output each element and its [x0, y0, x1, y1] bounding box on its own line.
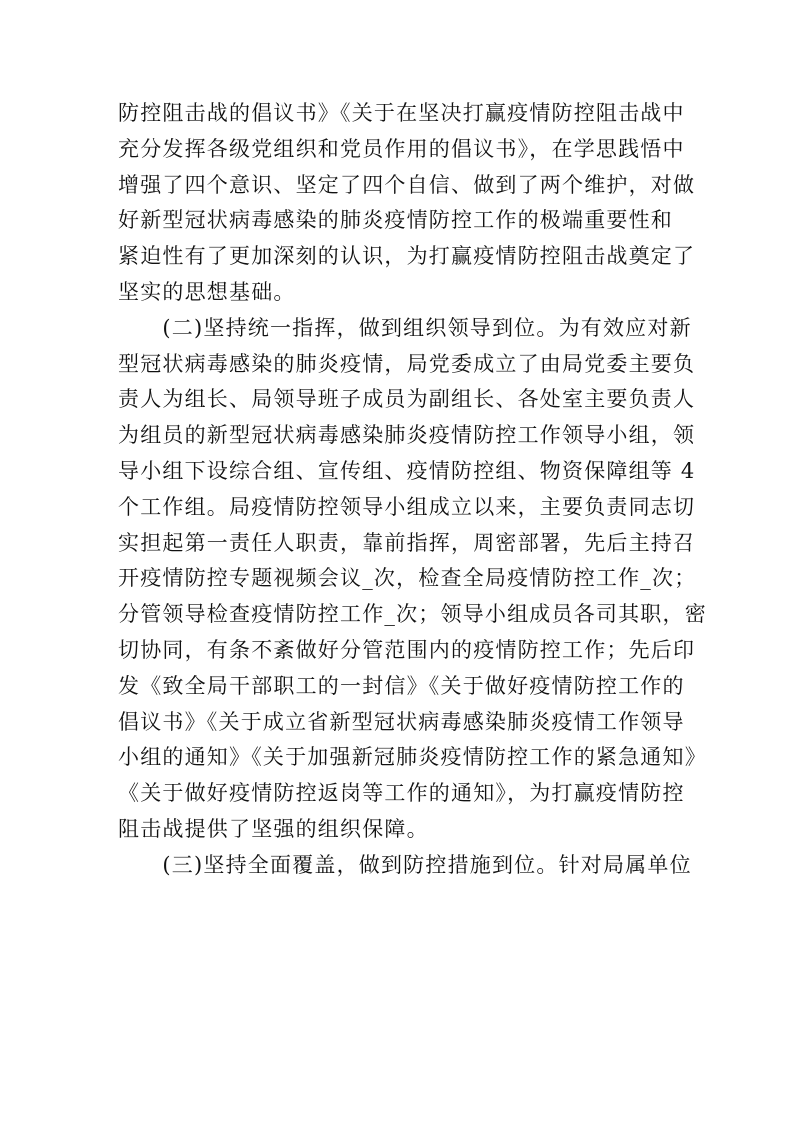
- text-line: 导小组下设综合组、宣传组、疫情防控组、物资保障组等 4: [118, 458, 696, 483]
- text-line: 型冠状病毒感染的肺炎疫情，局党委成立了由局党委主要负: [118, 351, 696, 376]
- text-line: 紧迫性有了更加深刻的认识，为打赢疫情防控阻击战奠定了: [118, 244, 696, 269]
- text-line: 为组员的新型冠状病毒感染肺炎疫情防控工作领导小组，领: [118, 423, 696, 448]
- text-line: 小组的通知》《关于加强新冠肺炎疫情防控工作的紧急通知》: [118, 745, 707, 770]
- text-line: 责人为组长、局领导班子成员为副组长、各处室主要负责人: [118, 387, 696, 412]
- text-line: 实担起第一责任人职责，靠前指挥，周密部署，先后主持召: [118, 530, 696, 555]
- text-line: 切协同，有条不紊做好分管范围内的疫情防控工作；先后印: [118, 637, 696, 662]
- body-text: [118, 96, 707, 884]
- text-line: 个工作组。局疫情防控领导小组成立以来，主要负责同志切: [118, 494, 696, 519]
- text-line: 倡议书》《关于成立省新型冠状病毒感染肺炎疫情工作领导: [118, 709, 685, 734]
- text-line: (二)坚持统一指挥，做到组织领导到位。为有效应对新: [118, 315, 692, 340]
- text-line: 好新型冠状病毒感染的肺炎疫情防控工作的极端重要性和: [118, 208, 673, 233]
- text-line: 分管领导检查疫情防控工作_次；领导小组成员各司其职，密: [118, 602, 707, 627]
- text-line: 充分发挥各级党组织和党员作用的倡议书》，在学思践悟中: [118, 136, 685, 161]
- text-line: 开疫情防控专题视频会议_次，检查全局疫情防控工作_次；: [118, 566, 697, 591]
- text-line: 发《致全局干部职工的一封信》《关于做好疫情防控工作的: [118, 673, 685, 698]
- text-line: 阻击战提供了坚强的组织保障。: [118, 816, 429, 841]
- text-line: (三)坚持全面覆盖，做到防控措施到位。针对局属单位: [118, 852, 692, 877]
- text-line: 坚实的思想基础。: [118, 279, 296, 304]
- text-line: 《关于做好疫情防控返岗等工作的通知》，为打赢疫情防控: [118, 781, 685, 806]
- text-line: 增强了四个意识、坚定了四个自信、做到了两个维护，对做: [118, 172, 696, 197]
- text-line: 防控阻击战的倡议书》《关于在坚决打赢疫情防控阻击战中: [118, 101, 685, 125]
